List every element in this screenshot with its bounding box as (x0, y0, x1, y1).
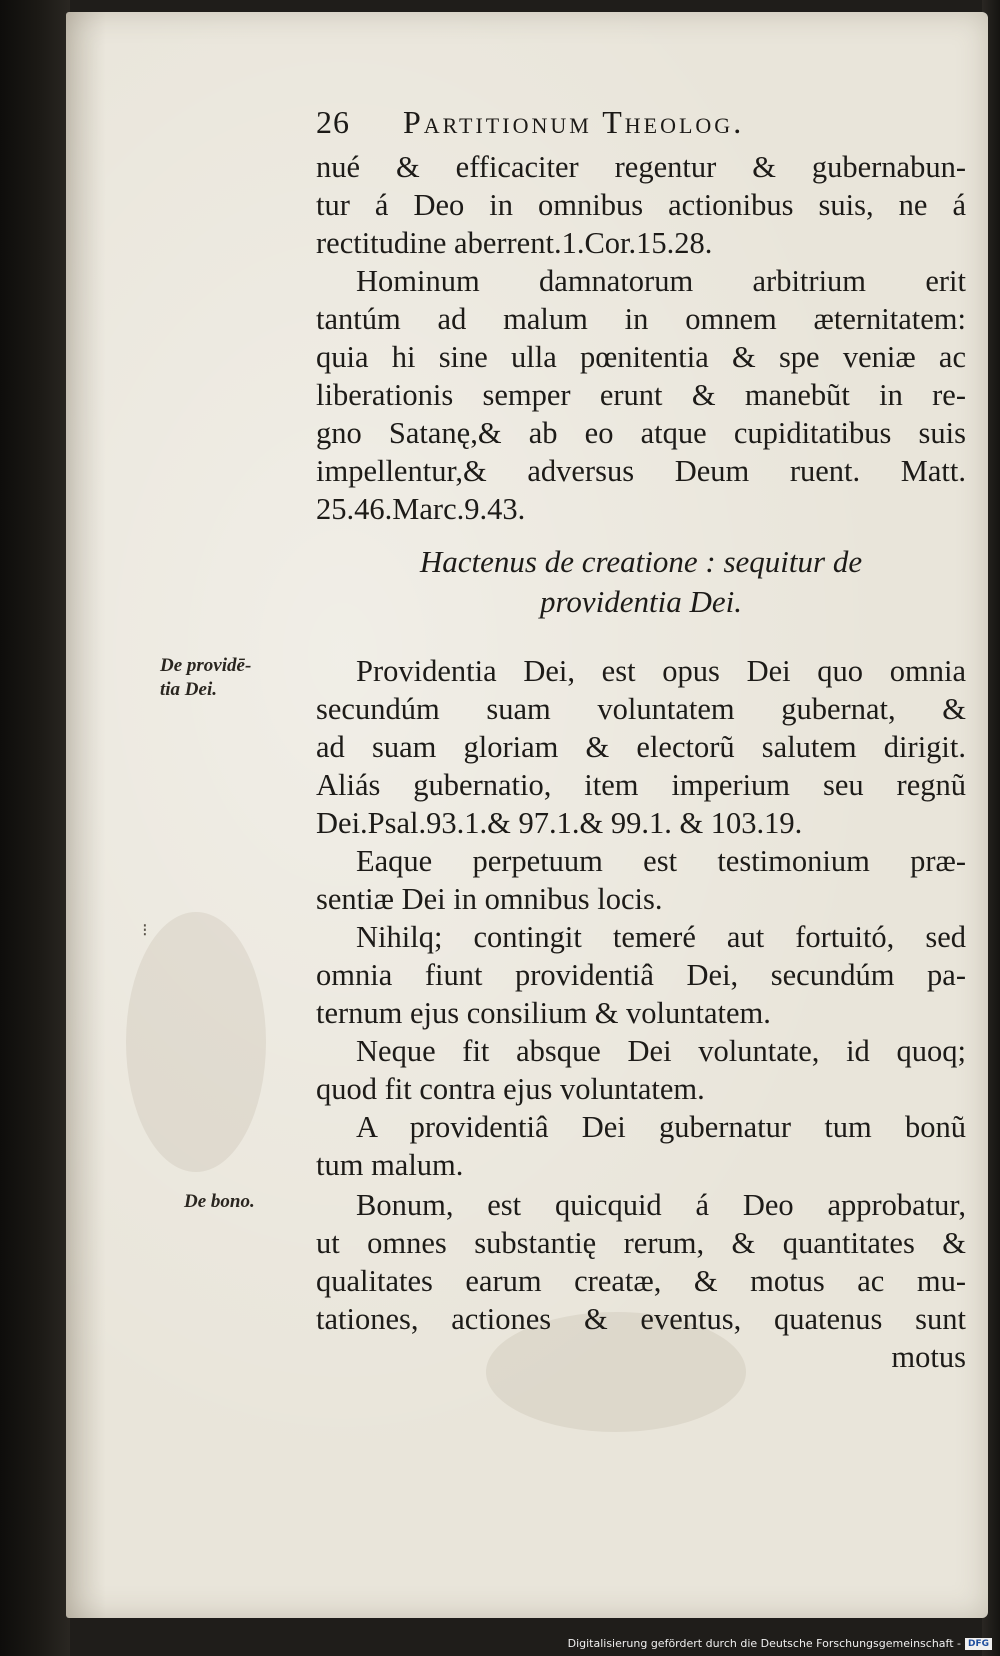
digitization-credit (568, 1637, 992, 1650)
body-line: A providentiâ Dei gubernatur tum bonũ (356, 1110, 966, 1144)
book-spine-edge (0, 0, 70, 1656)
body-line: nué & efficaciter regentur & gubernabun- (316, 150, 966, 184)
catchword: motus (891, 1340, 966, 1374)
body-line: quod fit contra ejus voluntatem. (316, 1072, 705, 1106)
body-line: Bonum, est quicquid á Deo approbatur, (356, 1188, 966, 1222)
body-line: Providentia Dei, est opus Dei quo omnia (356, 654, 966, 688)
body-line: tur á Deo in omnibus actionibus suis, ne á (316, 188, 966, 222)
body-line: impellentur,& adversus Deum ruent. Matt. (316, 454, 966, 488)
body-line: Neque fit absque Dei voluntate, id quoq; (356, 1034, 966, 1068)
body-line: Eaque perpetuum est testimonium præ- (356, 844, 966, 878)
body-line: quia hi sine ulla pœnitentia & spe veniæ ac (316, 340, 966, 374)
paper-stain (126, 912, 266, 1172)
body-line: sentiæ Dei in omnibus locis. (316, 882, 663, 916)
body-line: Dei.Psal.93.1.& 97.1.& 99.1. & 103.19. (316, 806, 803, 840)
running-title: Partitionum Theolog. (403, 104, 745, 140)
body-line: tantúm ad malum in omnem æternitatem: (316, 302, 966, 336)
page-number: 26 (316, 104, 350, 140)
body-line: liberationis semper erunt & manebũt in re- (316, 378, 966, 412)
margin-note-bono: De bono. (184, 1191, 255, 1212)
body-line: Aliás gubernatio, item imperium seu regnũ (316, 768, 966, 802)
body-line: tationes, actiones & eventus, quatenus sunt (316, 1302, 966, 1336)
body-line: Hominum damnatorum arbitrium erit (356, 264, 966, 298)
section-heading-line: Hactenus de creatione : sequitur de (419, 544, 863, 579)
margin-note-line: De providē- (160, 655, 252, 676)
body-line: 25.46.Marc.9.43. (316, 492, 526, 526)
margin-note-providentia (160, 654, 251, 702)
body-line: ut omnes substantię rerum, & quantitates & (316, 1226, 966, 1260)
body-line: ad suam gloriam & electorũ salutem dirigit. (316, 730, 966, 764)
body-line: ternum ejus consilium & voluntatem. (316, 996, 771, 1030)
body-line: omnia fiunt providentiâ Dei, secundúm pa- (316, 958, 966, 992)
dfg-logo: DFG (965, 1638, 992, 1650)
section-heading-line: providentia Dei. (539, 584, 743, 619)
body-line: secundúm suam voluntatem gubernat, & (316, 692, 966, 726)
running-header (316, 104, 744, 141)
body-line: tum malum. (316, 1148, 464, 1182)
margin-note-line: tia Dei. (160, 679, 217, 700)
body-line: Nihilq; contingit temeré aut fortuitó, sed (356, 920, 966, 954)
credit-text: Digitalisierung gefördert durch die Deutsche Forschungsgemeinschaft - (567, 1637, 961, 1650)
body-line: gno Satanę,& ab eo atque cupiditatibus suis (316, 416, 966, 450)
body-line: rectitudine aberrent.1.Cor.15.28. (316, 226, 713, 260)
margin-tick-mark: ⁝ (142, 920, 148, 940)
body-line: qualitates earum creatæ, & motus ac mu- (316, 1264, 966, 1298)
